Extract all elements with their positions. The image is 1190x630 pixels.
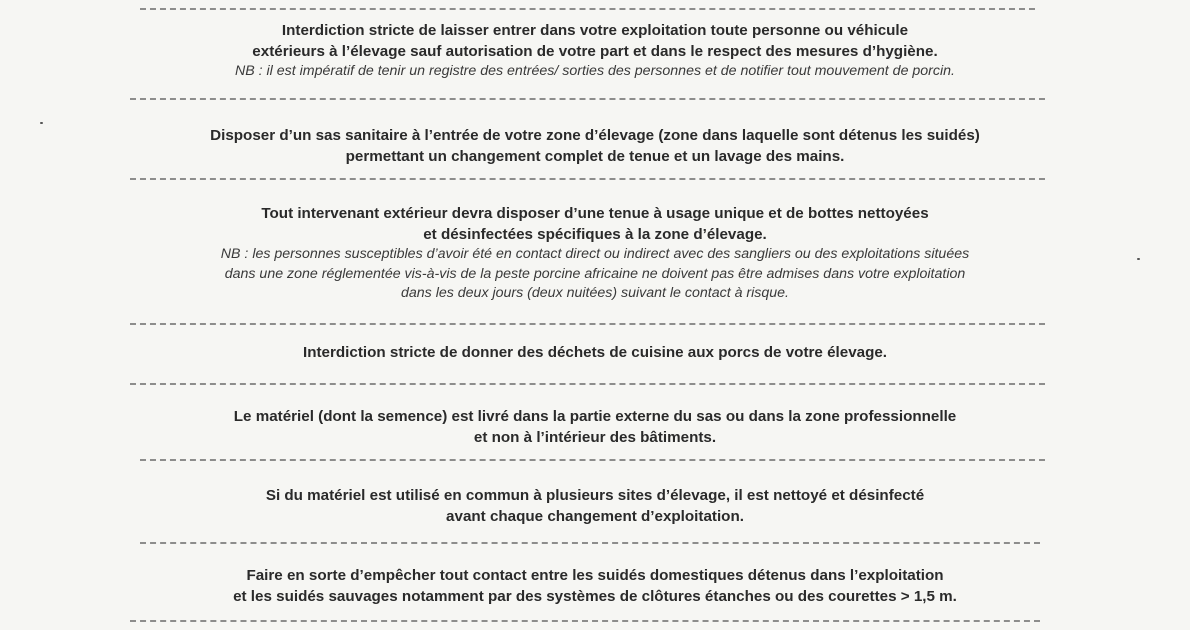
separator-line — [140, 542, 1040, 544]
rule-text: et désinfectées spécifiques à la zone d’élevage. — [423, 226, 767, 243]
rule-block — [0, 485, 1190, 527]
rule-note: NB : les personnes susceptibles d’avoir été en contact direct ou indirect avec des sangliers ou des exploitations situées — [220, 246, 970, 262]
separator-line — [130, 178, 1045, 180]
rule-block — [0, 125, 1190, 167]
rule-block — [0, 20, 1190, 82]
rule-text: Faire en sorte d’empêcher tout contact entre les suidés domestiques détenus dans l’exploitation — [246, 567, 944, 584]
scan-speck — [40, 122, 43, 124]
rule-text: avant chaque changement d’exploitation. — [446, 508, 744, 525]
rule-block — [0, 342, 1190, 363]
rule-text: Tout intervenant extérieur devra disposer d’une tenue à usage unique et de bottes nettoyées — [261, 205, 929, 222]
rule-text: extérieurs à l’élevage sauf autorisation de votre part et dans le respect des mesures d’hygiène. — [252, 43, 938, 60]
rule-block — [0, 203, 1190, 304]
rule-text: Interdiction stricte de laisser entrer dans votre exploitation toute personne ou véhicule — [281, 22, 909, 39]
rule-text: et non à l’intérieur des bâtiments. — [473, 429, 717, 446]
separator-line — [130, 620, 1040, 622]
rule-text: Le matériel (dont la semence) est livré dans la partie externe du sas ou dans la zone professionnelle — [233, 408, 957, 425]
rule-block — [0, 406, 1190, 448]
rule-text: et les suidés sauvages notamment par des systèmes de clôtures étanches ou des courettes > 1,5 m. — [233, 588, 957, 605]
rule-text: Si du matériel est utilisé en commun à plusieurs sites d’élevage, il est nettoyé et désinfecté — [265, 487, 925, 504]
rule-block — [0, 565, 1190, 607]
rule-note: dans les deux jours (deux nuitées) suivant le contact à risque. — [400, 285, 789, 301]
separator-line — [130, 323, 1045, 325]
separator-line — [140, 459, 1045, 461]
separator-line — [130, 383, 1045, 385]
separator-line — [130, 98, 1045, 100]
separator-line — [140, 8, 1035, 10]
rule-text: permettant un changement complet de tenue et un lavage des mains. — [345, 148, 845, 165]
rule-text: Interdiction stricte de donner des déchets de cuisine aux porcs de votre élevage. — [302, 344, 888, 361]
rule-text: Disposer d’un sas sanitaire à l’entrée de votre zone d’élevage (zone dans laquelle sont détenus les suidés) — [210, 127, 980, 144]
rule-note: dans une zone réglementée vis-à-vis de la peste porcine africaine ne doivent pas être admises dans votre exploitation — [224, 265, 966, 282]
rule-note: NB : il est impératif de tenir un registre des entrées/ sorties des personnes et de notifier tout mouvement de porcin. — [235, 63, 955, 79]
